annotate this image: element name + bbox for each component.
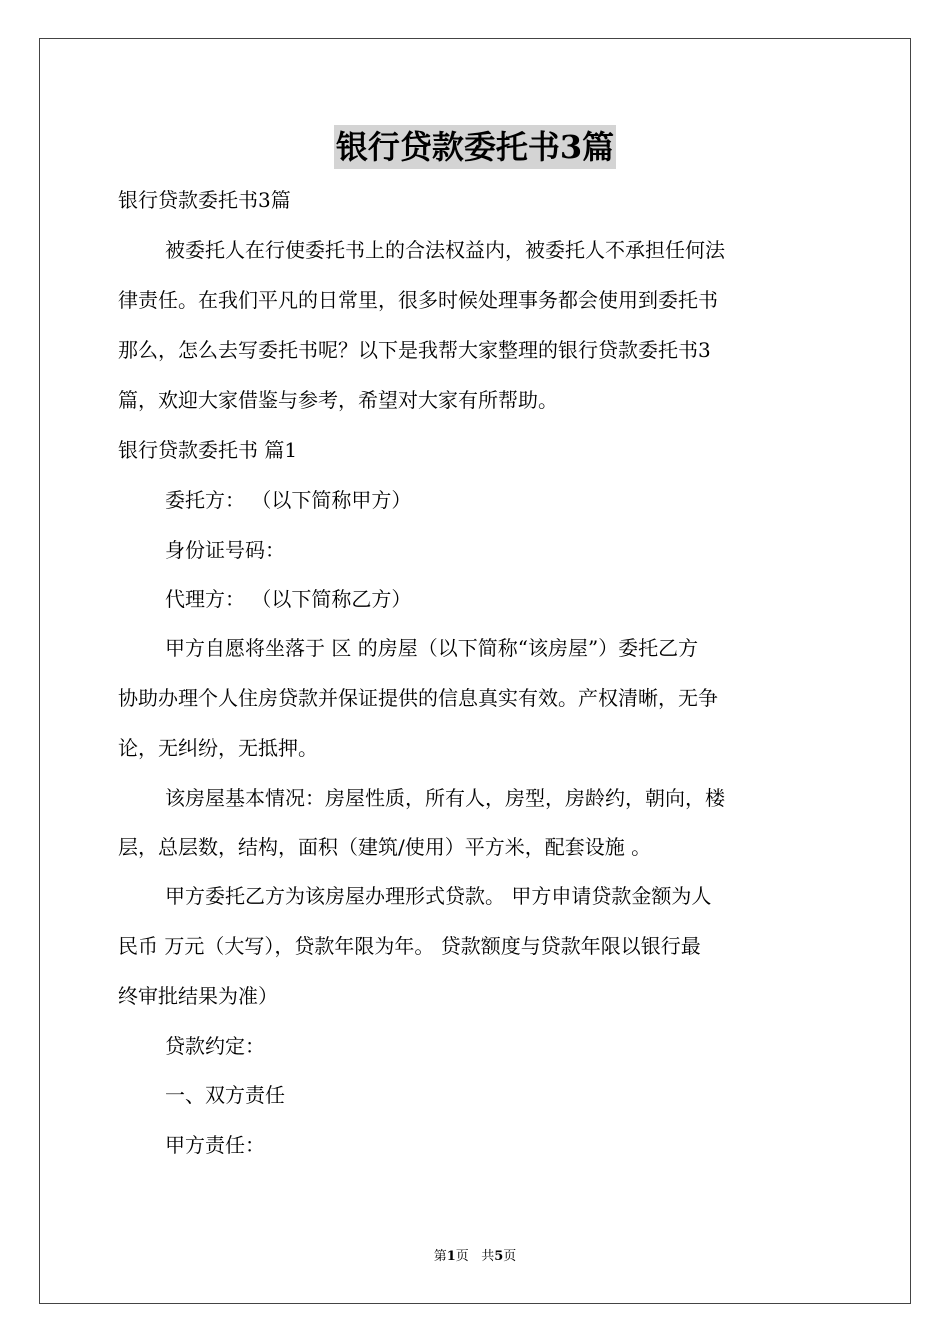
footer-total-number: 5 (494, 1249, 504, 1264)
intro-line: 那么，怎么去写委托书呢？以下是我帮大家整理的银行贷款委托书3 (118, 338, 711, 362)
body-line: 委托方： （以下简称甲方） (165, 488, 412, 512)
title-container (0, 125, 950, 169)
body-line: 终审批结果为准） (118, 984, 278, 1008)
body-line: 一、双方责任 (165, 1083, 285, 1107)
body-line: 贷款约定： (165, 1034, 265, 1058)
document-title: 银行贷款委托书3篇 (334, 125, 616, 169)
body-line: 甲方委托乙方为该房屋办理形式贷款。 甲方申请贷款金额为人 (165, 884, 712, 908)
body-line: 论，无纠纷，无抵押。 (118, 736, 318, 760)
body-line: 身份证号码： (165, 538, 285, 562)
footer-page-prefix: 第 (433, 1249, 447, 1264)
body-line: 代理方： （以下简称乙方） (165, 587, 412, 611)
body-line: 甲方责任： (165, 1133, 265, 1157)
body-line: 协助办理个人住房贷款并保证提供的信息真实有效。产权清晰，无争 (118, 686, 718, 710)
body-line: 该房屋基本情况：房屋性质，所有人，房型，房龄约，朝向，楼 (165, 786, 725, 810)
footer-page-number: 1 (446, 1249, 456, 1264)
subtitle: 银行贷款委托书3篇 (118, 188, 291, 212)
footer-page-suffix: 页 (455, 1249, 469, 1264)
body-line: 层，总层数，结构，面积（建筑/使用）平方米，配套设施 。 (118, 835, 652, 859)
intro-line: 被委托人在行使委托书上的合法权益内，被委托人不承担任何法 (165, 238, 725, 262)
body-line: 民币 万元（大写），贷款年限为年。 贷款额度与贷款年限以银行最 (118, 934, 701, 958)
footer-total-prefix: 共 (481, 1249, 495, 1264)
intro-line: 篇，欢迎大家借鉴与参考，希望对大家有所帮助。 (118, 388, 558, 412)
section-heading: 银行贷款委托书 篇1 (118, 438, 298, 462)
footer-total-suffix: 页 (503, 1249, 517, 1264)
body-line: 甲方自愿将坐落于 区 的房屋（以下简称“该房屋”）委托乙方 (165, 636, 699, 660)
page-border (39, 38, 911, 1304)
intro-line: 律责任。在我们平凡的日常里，很多时候处理事务都会使用到委托书 (118, 288, 718, 312)
page-footer (0, 1248, 950, 1266)
